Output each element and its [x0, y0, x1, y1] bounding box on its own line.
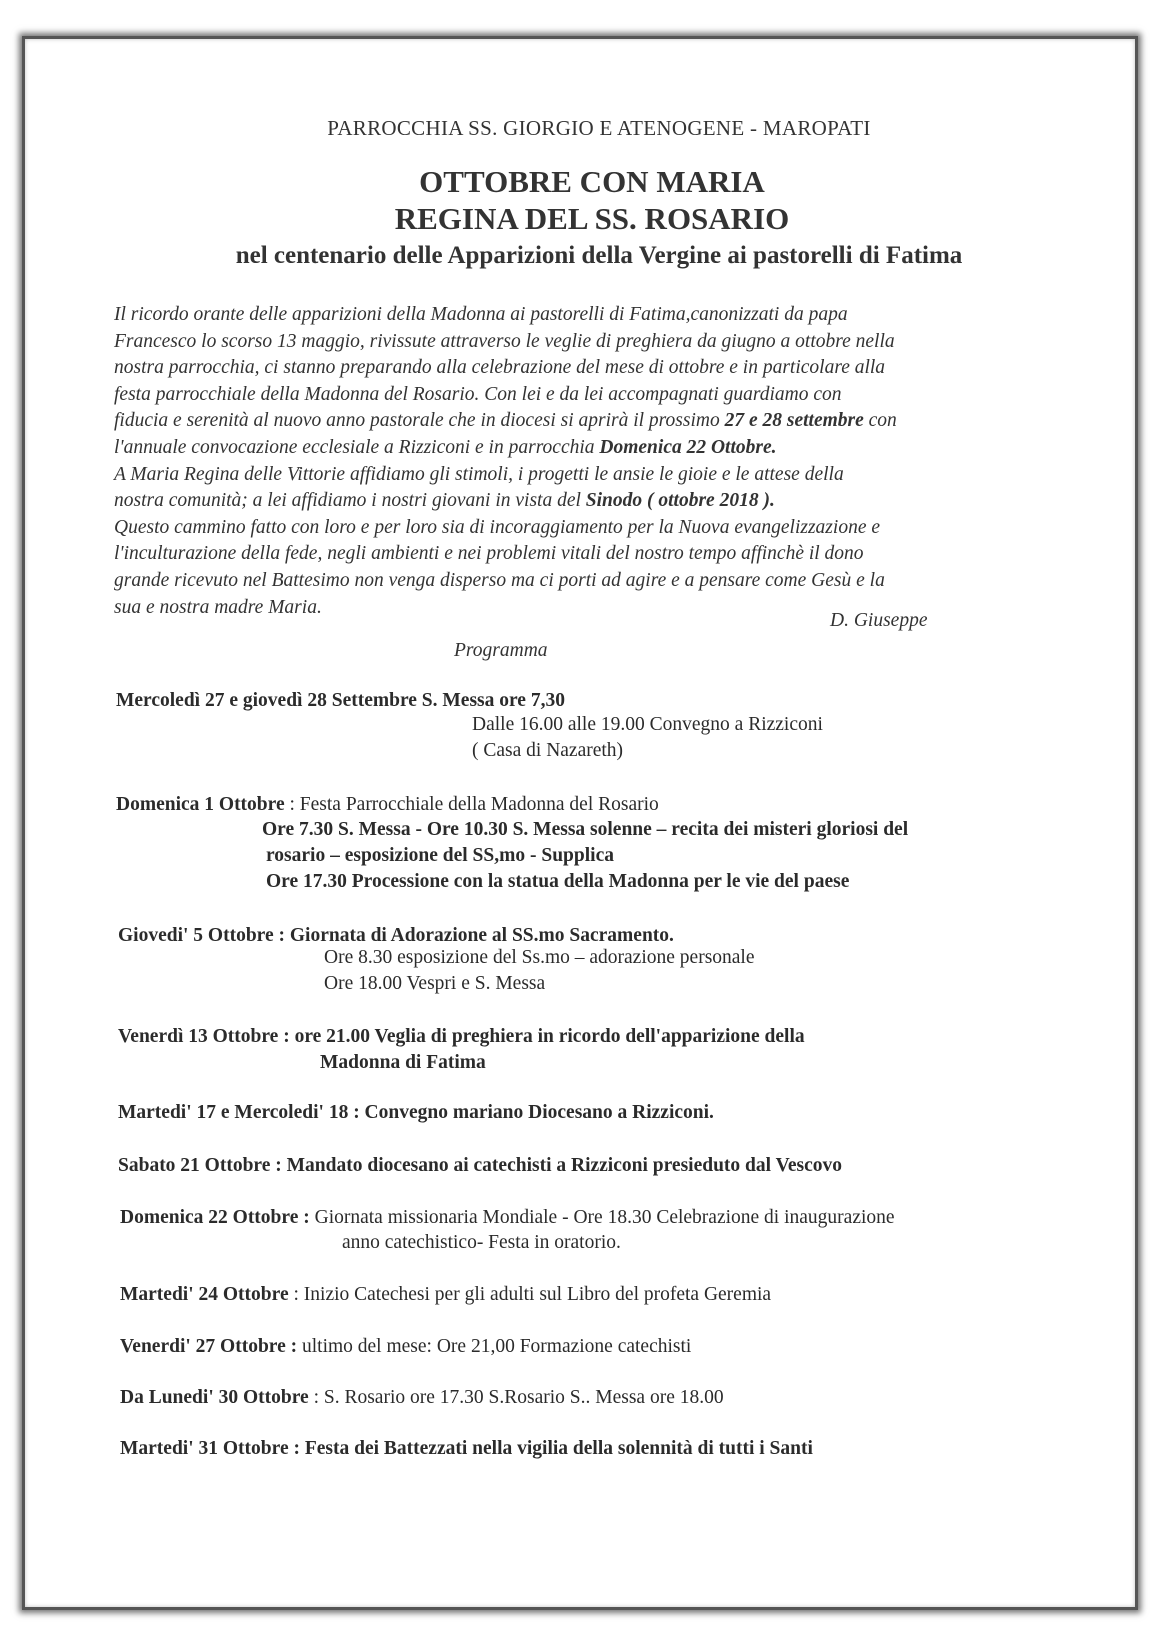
- event-4-head: Venerdì 13 Ottobre : ore 21.00 Veglia di preghiera in ricordo dell'apparizione della: [118, 1026, 805, 1047]
- signature: D. Giuseppe: [830, 610, 928, 631]
- event-9-head: [120, 1336, 691, 1358]
- intro-line: l'inculturazione della fede, negli ambienti e nei problemi vitali del nostro tempo affinchè il dono: [114, 543, 864, 565]
- intro-line: sua e nostra madre Maria.: [114, 596, 322, 618]
- event-3-head: Giovedi' 5 Ottobre : Giornata di Adorazione al SS.mo Sacramento.: [118, 925, 674, 946]
- event-date: Venerdi' 27 Ottobre :: [120, 1336, 298, 1357]
- event-7-head: [120, 1207, 895, 1229]
- parish-name: PARROCCHIA SS. GIORGIO E ATENOGENE - MAROPATI: [327, 116, 871, 140]
- intro-paragraph: [114, 302, 1044, 621]
- event-date: Martedi' 24 Ottobre: [120, 1284, 289, 1305]
- intro-text: fiducia e serenità al nuovo anno pastorale che in diocesi si aprirà il prossimo: [114, 410, 725, 432]
- event-2-line: rosario – esposizione del SS,mo - Supplica: [266, 845, 614, 866]
- intro-line: Questo cammino fatto con loro e per loro sia di incoraggiamento per la Nuova evangelizzazione e: [114, 516, 881, 538]
- programma-heading: Programma: [454, 640, 548, 661]
- event-5-head: Martedi' 17 e Mercoledi' 18 : Convegno mariano Diocesano a Rizziconi.: [118, 1102, 714, 1123]
- intro-text: l'annuale convocazione ecclesiale a Rizziconi e in parrocchia: [114, 436, 600, 458]
- event-text: Giornata missionaria Mondiale - Ore 18.30 Celebrazione di inaugurazione: [309, 1207, 895, 1228]
- intro-line: nostra parrocchia, ci stanno preparando alla celebrazione del mese di ottobre e in particolare alla: [114, 357, 886, 379]
- event-2-head: [116, 794, 659, 816]
- event-8-head: [120, 1284, 771, 1306]
- event-7-line: anno catechistico- Festa in oratorio.: [342, 1232, 621, 1253]
- intro-line: A Maria Regina delle Vittorie affidiamo gli stimoli, i progetti le ansie le gioie e le attese della: [114, 463, 844, 485]
- intro-line: [114, 488, 1044, 515]
- title-line-2: REGINA DEL SS. ROSARIO: [394, 201, 790, 236]
- subtitle: nel centenario delle Apparizioni della Vergine ai pastorelli di Fatima: [235, 242, 963, 269]
- intro-line: [114, 408, 1044, 435]
- intro-line: festa parrocchiale della Madonna del Rosario. Con lei e da lei accompagnati guardiamo con: [114, 383, 842, 405]
- event-1-line: Dalle 16.00 alle 19.00 Convegno a Rizziconi: [472, 714, 823, 735]
- title-line-1: OTTOBRE CON MARIA: [419, 164, 765, 199]
- event-text: ultimo del mese: Ore 21,00 Formazione catechisti: [297, 1336, 692, 1357]
- intro-text: nostra comunità; a lei affidiamo i nostri giovani in vista del: [114, 490, 586, 512]
- event-date: Domenica 1 Ottobre: [116, 794, 285, 815]
- intro-bold-date: Domenica 22 Ottobre.: [599, 436, 777, 458]
- event-11-head: Martedi' 31 Ottobre : Festa dei Battezzati nella vigilia della solennità di tutti i Santi: [120, 1438, 813, 1459]
- event-date: Da Lunedi' 30 Ottobre: [120, 1387, 309, 1408]
- event-4-line: Madonna di Fatima: [320, 1052, 486, 1073]
- event-text: : S. Rosario ore 17.30 S.Rosario S.. Messa ore 18.00: [308, 1387, 724, 1408]
- event-2-line: Ore 7.30 S. Messa - Ore 10.30 S. Messa solenne – recita dei misteri gloriosi del: [262, 819, 909, 840]
- event-10-head: [120, 1387, 724, 1409]
- event-3-line: Ore 18.00 Vespri e S. Messa: [324, 973, 546, 994]
- intro-line: Francesco lo scorso 13 maggio, rivissute attraverso le veglie di preghiera da giugno a ottobre nella: [114, 330, 895, 352]
- event-text: : Inizio Catechesi per gli adulti sul Libro del profeta Geremia: [288, 1284, 772, 1305]
- event-6-head: Sabato 21 Ottobre : Mandato diocesano ai catechisti a Rizziconi presieduto dal Vescovo: [118, 1155, 843, 1176]
- event-date: Domenica 22 Ottobre :: [120, 1207, 310, 1228]
- event-1-head: Mercoledì 27 e giovedì 28 Settembre S. Messa ore 7,30: [116, 690, 565, 711]
- intro-line: grande ricevuto nel Battesimo non venga disperso ma ci porti ad agire e a pensare come Gesù e la: [114, 569, 885, 591]
- event-2-line: Ore 17.30 Processione con la statua della Madonna per le vie del paese: [266, 871, 850, 892]
- intro-bold-sinodo: Sinodo ( ottobre 2018 ).: [585, 490, 775, 512]
- intro-text: con: [863, 410, 897, 432]
- event-text: : Festa Parrocchiale della Madonna del Rosario: [284, 794, 659, 815]
- event-1-line: ( Casa di Nazareth): [472, 740, 624, 761]
- intro-line: [114, 435, 1044, 462]
- intro-bold-dates: 27 e 28 settembre: [724, 410, 864, 432]
- intro-line: Il ricordo orante delle apparizioni della Madonna ai pastorelli di Fatima,canonizzati da papa: [114, 304, 848, 325]
- event-3-line: Ore 8.30 esposizione del Ss.mo – adorazione personale: [324, 947, 755, 968]
